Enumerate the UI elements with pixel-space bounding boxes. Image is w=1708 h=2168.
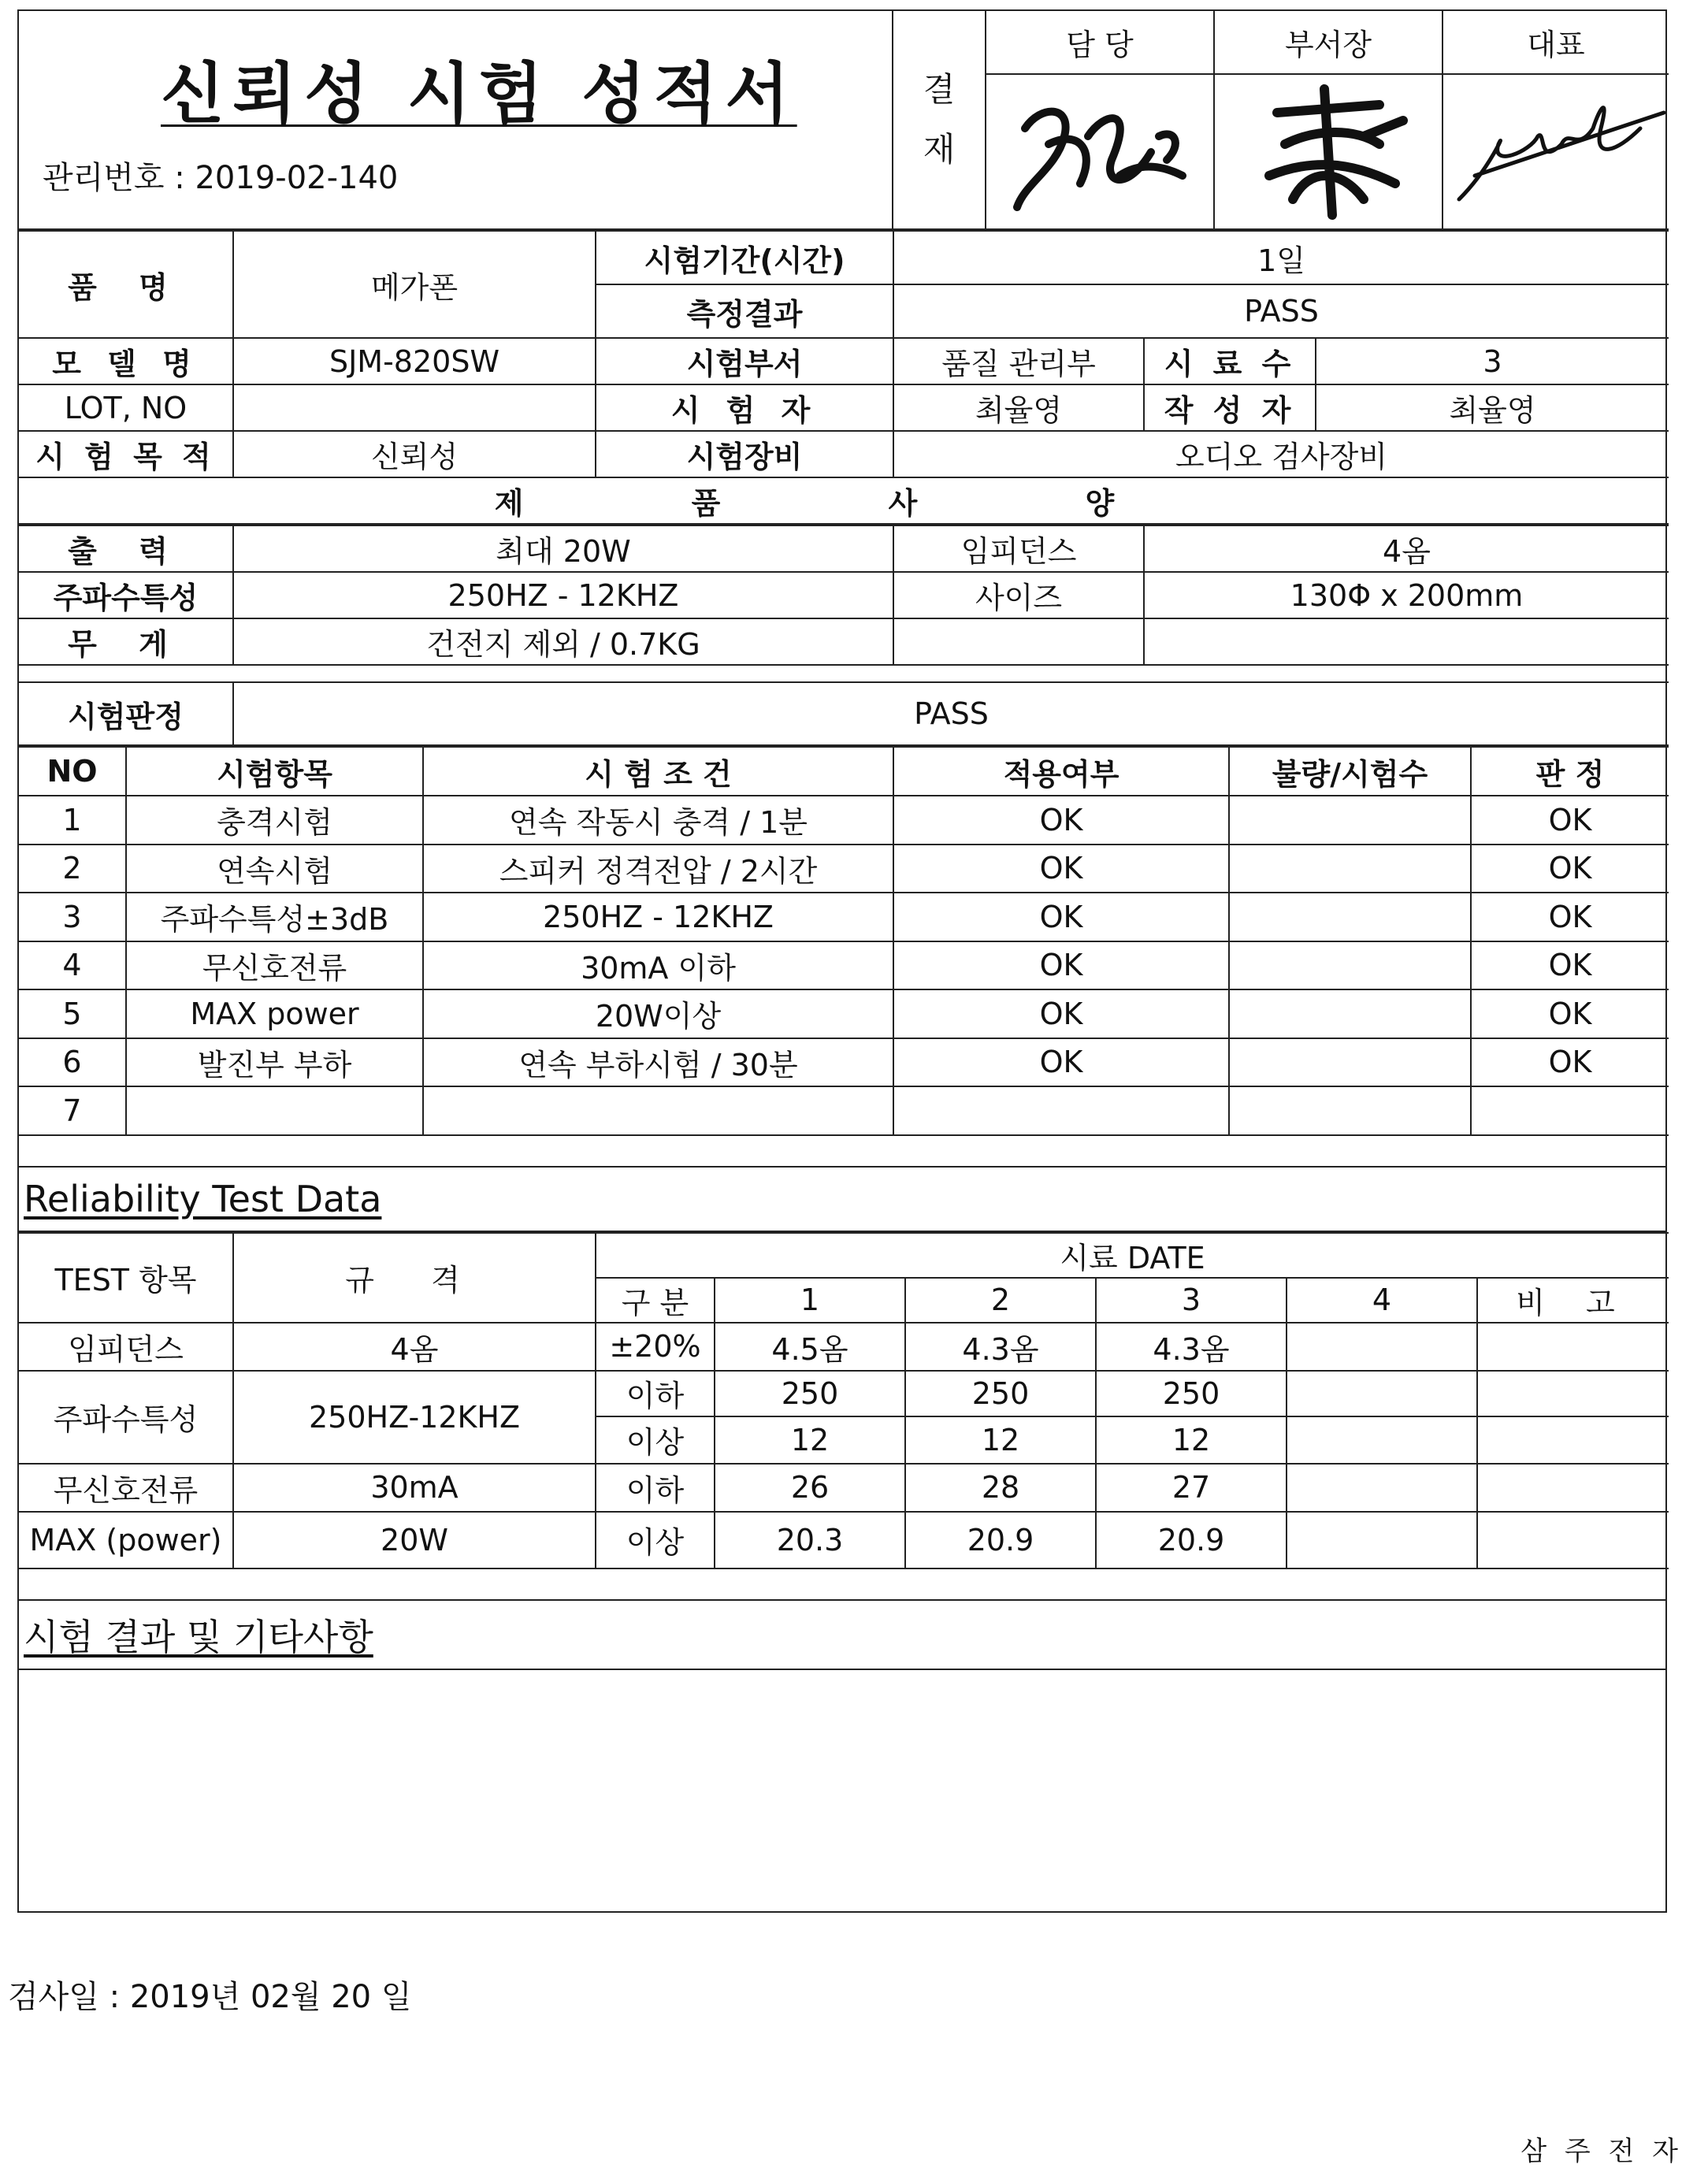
- table-row: [19, 845, 1669, 893]
- test-cell-no: 3: [19, 893, 126, 941]
- remarks-table: [19, 1599, 1665, 1920]
- judgement-label: 시험판정: [19, 682, 233, 745]
- impedance-value: 4옴: [1144, 525, 1669, 572]
- test-table: [19, 746, 1669, 1136]
- rel-row-power: MAX (power) 20W 이상 20.3 20.9 20.9: [19, 1512, 1669, 1568]
- col-condition: 시 험 조 건: [423, 747, 893, 796]
- test-cell-condition: 연속 부하시험 / 30분: [423, 1038, 893, 1087]
- table-row: [19, 941, 1669, 990]
- test-cell-no: 5: [19, 989, 126, 1038]
- col-applied: 적용여부: [893, 747, 1229, 796]
- col-no: NO: [19, 747, 126, 796]
- test-cell-applied: OK: [893, 893, 1229, 941]
- result-label: 측정결과: [596, 284, 893, 338]
- signature-manager-icon: [1222, 81, 1435, 223]
- test-cell-item: 발진부 부하: [126, 1038, 423, 1087]
- output-label: 출 력: [19, 525, 233, 572]
- test-cell-result: OK: [1471, 941, 1669, 990]
- test-cell-result: OK: [1471, 796, 1669, 845]
- test-period-label: 시험기간(시간): [596, 231, 893, 284]
- tester-value: 최율영: [893, 384, 1144, 431]
- writer-label: 작 성 자: [1144, 384, 1316, 431]
- col-defect: 불량/시험수: [1229, 747, 1471, 796]
- signature-ceo-icon: [1443, 81, 1669, 223]
- control-number: 관리번호 : 2019-02-140: [43, 160, 399, 196]
- table-row: [19, 796, 1669, 845]
- table-row: [19, 1086, 1669, 1135]
- rel-sub-2: 2: [905, 1278, 1096, 1323]
- table-row: [19, 893, 1669, 941]
- rel-spec-header: 규 격: [233, 1233, 596, 1323]
- test-cell-defect: [1229, 893, 1471, 941]
- rel-row-freq-2: 이상 12 12 12: [19, 1416, 1669, 1464]
- spec-table: [19, 525, 1669, 666]
- signature-ceo: [1443, 74, 1669, 229]
- test-cell-result: OK: [1471, 989, 1669, 1038]
- gap-2: [19, 1136, 1665, 1166]
- test-cell-item: [126, 1086, 423, 1135]
- test-cell-result: OK: [1471, 893, 1669, 941]
- test-cell-result: OK: [1471, 1038, 1669, 1087]
- dept-label: 시험부서: [596, 338, 893, 384]
- tester-label: 시 험 자: [596, 384, 893, 431]
- approval-label: 결 재: [893, 11, 986, 229]
- approver-manager-label: 부서장: [1214, 11, 1443, 74]
- test-cell-applied: OK: [893, 989, 1229, 1038]
- weight-label: 무 게: [19, 618, 233, 665]
- judgement-value: PASS: [233, 682, 1669, 745]
- purpose-label: 시 험 목 적: [19, 431, 233, 477]
- remarks-title: 시험 결과 및 기타사항: [19, 1600, 1665, 1669]
- model-label: 모 델 명: [19, 338, 233, 384]
- signature-staff-icon: [993, 81, 1206, 223]
- report-sheet: [17, 9, 1667, 1913]
- dept-value: 품질 관리부: [893, 338, 1144, 384]
- writer-value: 최율영: [1316, 384, 1669, 431]
- freq-label: 주파수특성: [19, 572, 233, 618]
- reliability-title-table: [19, 1166, 1665, 1232]
- gap-1: [19, 666, 1665, 681]
- table-row: [19, 989, 1669, 1038]
- col-item: 시험항목: [126, 747, 423, 796]
- test-cell-defect: [1229, 989, 1471, 1038]
- impedance-label: 임피던스: [893, 525, 1144, 572]
- remarks-body: [19, 1669, 1665, 1920]
- test-cell-item: 주파수특성±3dB: [126, 893, 423, 941]
- test-cell-defect: [1229, 1086, 1471, 1135]
- equipment-label: 시험장비: [596, 431, 893, 477]
- test-cell-applied: OK: [893, 1038, 1229, 1087]
- signature-staff: [986, 74, 1214, 229]
- product-name-label: 품 명: [19, 231, 233, 338]
- test-cell-condition: 250HZ - 12KHZ: [423, 893, 893, 941]
- weight-value: 건전지 제외 / 0.7KG: [233, 618, 893, 665]
- samples-label: 시 료 수: [1144, 338, 1316, 384]
- result-value: PASS: [893, 284, 1669, 338]
- test-cell-no: 2: [19, 845, 126, 893]
- test-rows: [19, 796, 1669, 1135]
- test-cell-condition: 스피커 정격전압 / 2시간: [423, 845, 893, 893]
- rel-item-header: TEST 항목: [19, 1233, 233, 1323]
- test-cell-condition: 20W이상: [423, 989, 893, 1038]
- test-cell-applied: OK: [893, 845, 1229, 893]
- test-cell-condition: [423, 1086, 893, 1135]
- test-cell-condition: 연속 작동시 충격 / 1분: [423, 796, 893, 845]
- rel-row-freq-1: 주파수특성 250HZ-12KHZ 이하 250 250 250: [19, 1371, 1669, 1416]
- test-cell-defect: [1229, 845, 1471, 893]
- test-cell-result: OK: [1471, 845, 1669, 893]
- test-cell-no: 4: [19, 941, 126, 990]
- test-cell-defect: [1229, 941, 1471, 990]
- rel-row-impedance: 임피던스 4옴 ±20% 4.5옴 4.3옴 4.3옴: [19, 1323, 1669, 1371]
- info-table: [19, 230, 1669, 525]
- test-period-value: 1일: [893, 231, 1669, 284]
- col-result: 판 정: [1471, 747, 1669, 796]
- spec-empty-value: [1144, 618, 1669, 665]
- table-row: [19, 1038, 1669, 1087]
- samples-value: 3: [1316, 338, 1669, 384]
- test-cell-item: MAX power: [126, 989, 423, 1038]
- test-cell-defect: [1229, 1038, 1471, 1087]
- test-cell-item: 충격시험: [126, 796, 423, 845]
- approver-staff-label: 담 당: [986, 11, 1214, 74]
- purpose-value: 신뢰성: [233, 431, 596, 477]
- equipment-value: 오디오 검사장비: [893, 431, 1669, 477]
- size-label: 사이즈: [893, 572, 1144, 618]
- gap-3: [19, 1569, 1665, 1599]
- model-value: SJM-820SW: [233, 338, 596, 384]
- header-table: [19, 11, 1669, 230]
- test-cell-applied: OK: [893, 941, 1229, 990]
- company-name: 삼 주 전 자: [1520, 2136, 1683, 2167]
- test-cell-item: 연속시험: [126, 845, 423, 893]
- test-cell-defect: [1229, 796, 1471, 845]
- rel-sample-header: 시료 DATE: [596, 1233, 1669, 1278]
- judgement-table: [19, 681, 1669, 746]
- page-title: 신뢰성 시험 성적서: [161, 55, 797, 132]
- test-cell-applied: [893, 1086, 1229, 1135]
- lot-label: LOT, NO: [19, 384, 233, 431]
- test-cell-no: 1: [19, 796, 126, 845]
- rel-row-current: 무신호전류 30mA 이하 26 28 27: [19, 1464, 1669, 1512]
- test-cell-item: 무신호전류: [126, 941, 423, 990]
- spec-section-title: 제 품 사 양: [19, 477, 1669, 524]
- title-cell: [19, 11, 893, 229]
- test-table-header: [19, 747, 1669, 796]
- spec-empty-label: [893, 618, 1144, 665]
- rel-sub-3: 3: [1096, 1278, 1287, 1323]
- signature-manager: [1214, 74, 1443, 229]
- test-cell-no: 7: [19, 1086, 126, 1135]
- size-value: 130Φ x 200mm: [1144, 572, 1669, 618]
- product-name-value: 메가폰: [233, 231, 596, 338]
- freq-value: 250HZ - 12KHZ: [233, 572, 893, 618]
- rel-sub-4: 4: [1287, 1278, 1477, 1323]
- lot-value: [233, 384, 596, 431]
- rel-sub-type: 구 분: [596, 1278, 715, 1323]
- reliability-table: [19, 1232, 1669, 1569]
- rel-sub-1: 1: [715, 1278, 905, 1323]
- output-value: 최대 20W: [233, 525, 893, 572]
- test-cell-condition: 30mA 이하: [423, 941, 893, 990]
- inspection-date: 검사일 : 2019년 02월 20 일: [8, 1979, 412, 2015]
- test-cell-result: [1471, 1086, 1669, 1135]
- rel-sub-note: 비 고: [1477, 1278, 1669, 1323]
- test-cell-no: 6: [19, 1038, 126, 1087]
- test-cell-applied: OK: [893, 796, 1229, 845]
- reliability-title: Reliability Test Data: [19, 1167, 1665, 1231]
- approver-ceo-label: 대표: [1443, 11, 1669, 74]
